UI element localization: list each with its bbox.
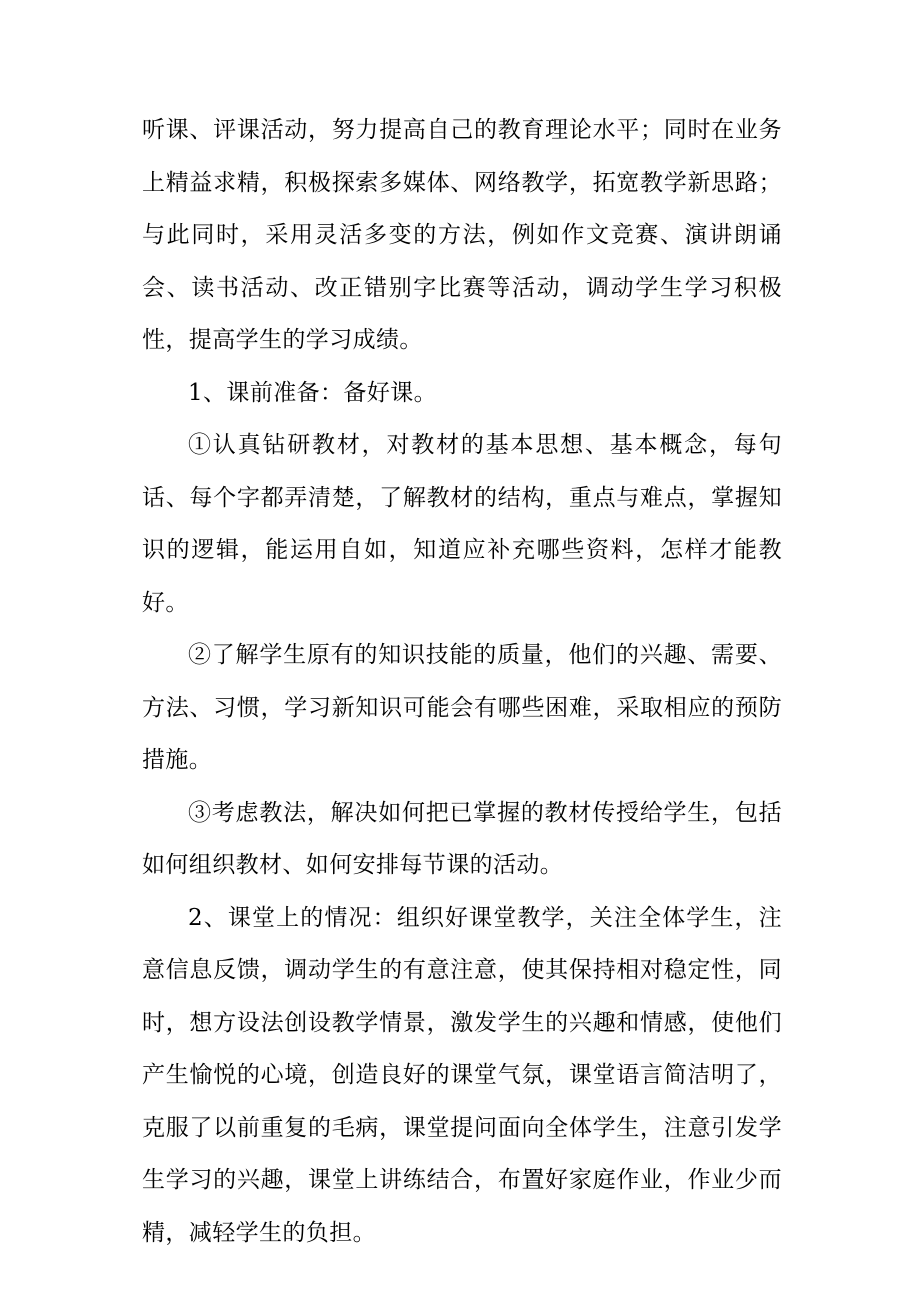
paragraph-continuation: 听课、评课活动，努力提高自己的教育理论水平；同时在业务上精益求精，积极探索多媒体、网络教学，拓宽教学新思路；与此同时，采用灵活多变的方法，例如作文竞赛、演讲朗诵会、读书活动、改正错别字比赛等活动，调动学生学习积极性，提高学生的学习成绩。 — [142, 117, 782, 353]
section-heading-lesson-preparation: 1、课前准备：备好课。 — [188, 379, 438, 406]
paragraph-classroom-situation: 2、课堂上的情况：组织好课堂教学，关注全体学生，注意信息反馈，调动学生的有意注意，使其保持相对稳定性，同时，想方设法创设教学情景，激发学生的兴趣和情感，使他们产生愉悦的心境，创造良好的课堂气氛，课堂语言简洁明了，克服了以前重复的毛病，课堂提问面向全体学生，注意引发学生学习的兴趣，课堂上讲练结合，布置好家庭作业，作业少而精，减轻学生的负担。 — [142, 904, 782, 1246]
paragraph-study-materials: ①认真钻研教材，对教材的基本思想、基本概念，每句话、每个字都弄清楚，了解教材的结构，重点与难点，掌握知识的逻辑，能运用自如，知道应补充哪些资料，怎样才能教好。 — [142, 432, 782, 616]
paragraph-understand-students: ②了解学生原有的知识技能的质量，他们的兴趣、需要、方法、习惯，学习新知识可能会有哪些困难，采取相应的预防措施。 — [142, 642, 782, 773]
paragraph-teaching-methods: ③考虑教法，解决如何把已掌握的教材传授给学生，包括如何组织教材、如何安排每节课的活动。 — [142, 799, 782, 878]
body-text — [142, 104, 782, 1259]
